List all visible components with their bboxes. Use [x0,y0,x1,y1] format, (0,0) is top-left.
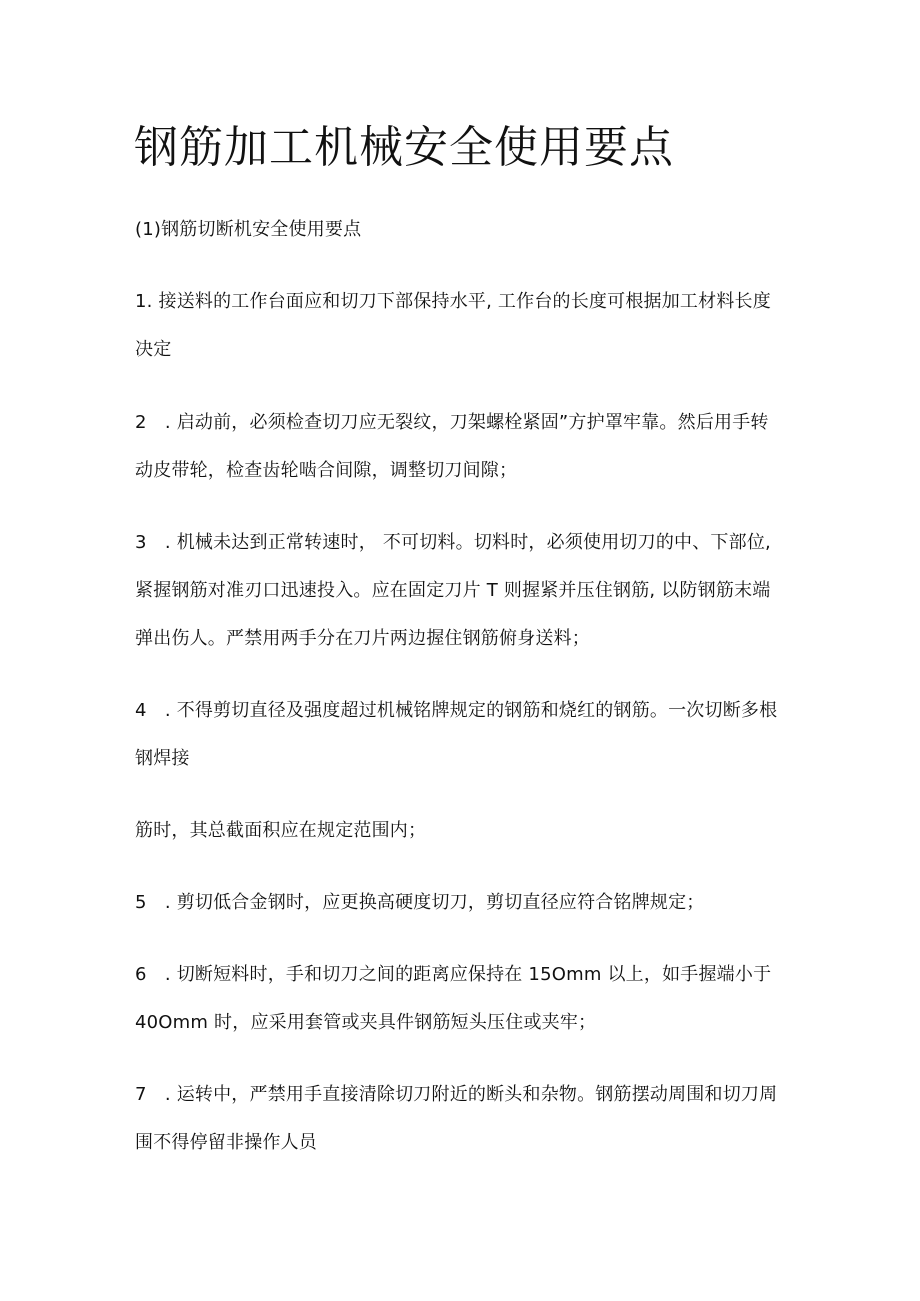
section-heading: (1)钢筋切断机安全使用要点 [135,219,362,240]
item-6-line-2: 40Omm 时，应采用套管或夹具件钢筋短头压住或夹牢； [135,1012,597,1033]
item-1-line-2: 决定 [135,339,172,360]
item-7-line-2: 围不得停留非操作人员 [135,1132,317,1153]
item-6-line-1: 6 . 切断短料时，手和切刀之间的距离应保持在 15Omm 以上，如手握端小于 [135,964,772,985]
item-3-line-3: 弹出伤人。严禁用两手分在刀片两边握住钢筋俯身送料； [135,628,590,649]
item-3-line-1: 3 . 机械未达到正常转速时， 不可切料。切料时，必须使用切刀的中、下部位, [135,532,771,553]
item-7-line-1: 7 . 运转中，严禁用手直接清除切刀附近的断头和杂物。钢筋摆动周围和切刀周 [135,1084,778,1105]
item-1-line-1: 1. 接送料的工作台面应和切刀下部保持水平, 工作台的长度可根据加工材料长度 [135,291,771,312]
item-2-line-2: 动皮带轮，检查齿轮啮合间隙，调整切刀间隙； [135,460,518,481]
page-title: 钢筋加工机械安全使用要点 [134,122,674,173]
item-5-line-1: 5 . 剪切低合金钢时，应更换高硬度切刀，剪切直径应符合铭牌规定； [135,892,705,913]
item-4-line-1: 4 . 不得剪切直径及强度超过机械铭牌规定的钢筋和烧红的钢筋。一次切断多根 [135,700,778,721]
item-4-line-2: 钢焊接 [135,748,190,769]
item-4-continuation: 筋时，其总截面积应在规定范围内； [135,820,427,841]
item-2-line-1: 2 . 启动前，必须检查切刀应无裂纹，刀架螺栓紧固”方护罩牢靠。然后用手转 [135,412,769,433]
item-3-line-2: 紧握钢筋对准刃口迅速投入。应在固定刀片 T 则握紧并压住钢筋, 以防钢筋末端 [135,580,771,601]
